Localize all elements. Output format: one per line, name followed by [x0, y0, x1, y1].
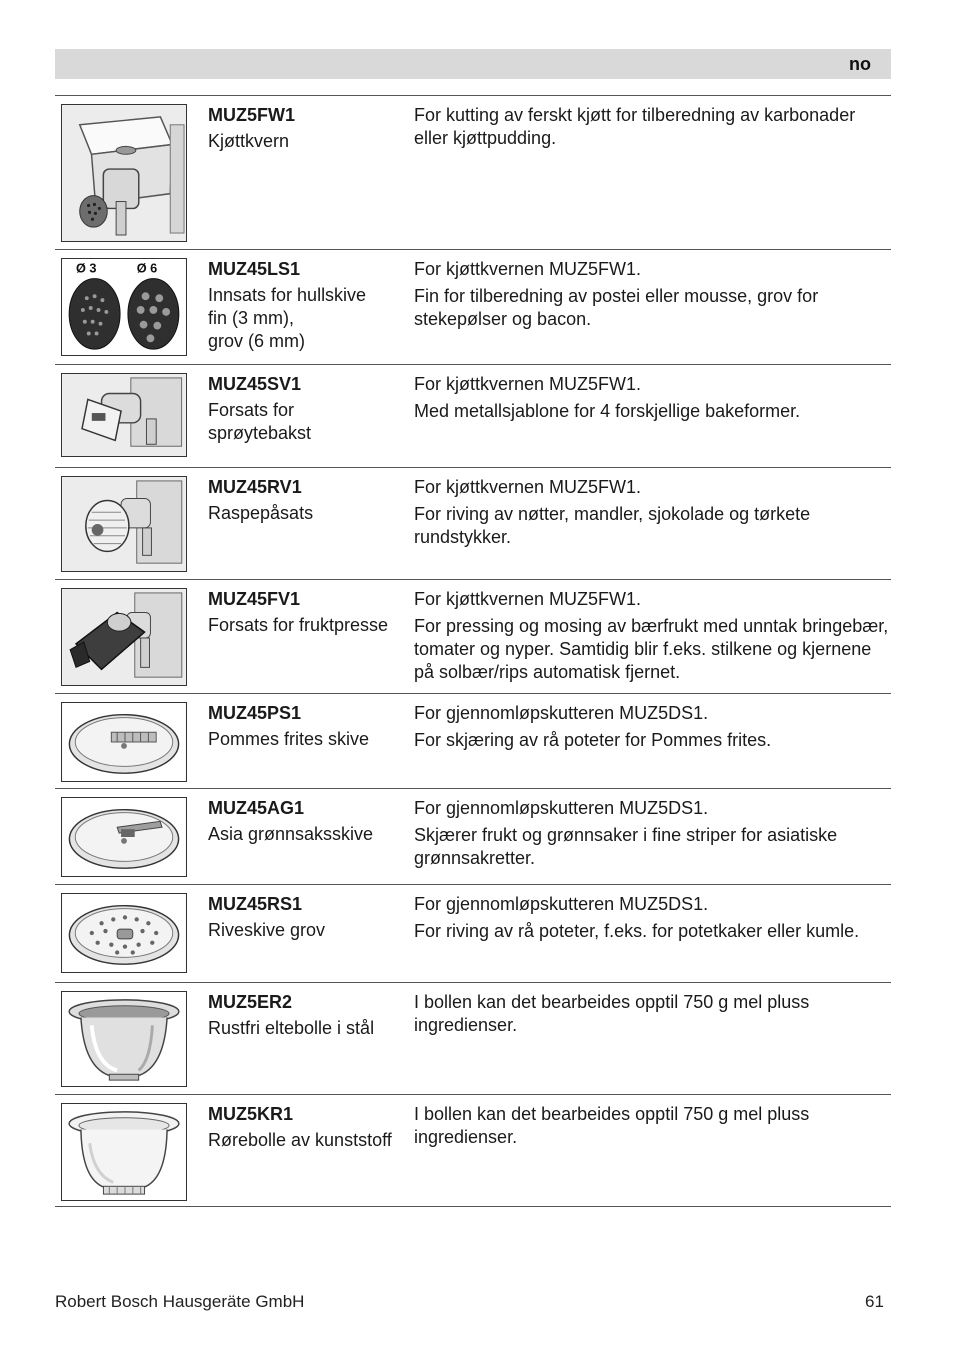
table-row: [55, 580, 891, 694]
product-description: [414, 258, 889, 335]
footer-company: Robert Bosch Hausgeräte GmbH: [55, 1292, 305, 1311]
chip-disc-icon: [61, 702, 187, 782]
product-code: MUZ45RV1: [208, 477, 302, 497]
description-text: For gjennomløpskutteren MUZ5DS1.: [414, 703, 709, 723]
product-code: MUZ45RS1: [208, 894, 303, 914]
product-name: Raspepåsats: [208, 503, 314, 523]
description-text: For riving av rå poteter, f.eks. for potetkaker eller kumle.: [414, 921, 860, 941]
product-description: [414, 588, 889, 688]
description-text: For gjennomløpskutteren MUZ5DS1.: [414, 894, 709, 914]
description-text: For kjøttkvernen MUZ5FW1.: [414, 259, 642, 279]
page-number: 61: [865, 1292, 884, 1311]
table-row: [55, 365, 891, 468]
language-code: no: [849, 54, 871, 74]
product-code: MUZ45PS1: [208, 703, 302, 723]
product-name: Rørebolle av kunststoff: [208, 1130, 392, 1150]
grater-drum-icon: [61, 476, 187, 572]
product-description: [414, 476, 889, 553]
julienne-disc-icon: [61, 797, 187, 877]
disc-label-coarse: Ø 6: [136, 260, 158, 276]
table-row: [55, 885, 891, 983]
product-code: MUZ5KR1: [208, 1104, 294, 1124]
table-row: [55, 789, 891, 885]
description-text: I bollen kan det bearbeides opptil 750 g mel pluss ingredienser.: [414, 992, 810, 1035]
product-name: Pommes frites skive: [208, 729, 370, 749]
header-bar: [55, 49, 891, 79]
accessory-table: [55, 95, 891, 1207]
description-text: For gjennomløpskutteren MUZ5DS1.: [414, 798, 709, 818]
coarse-grater-disc-icon: [61, 893, 187, 973]
description-text: For kutting av ferskt kjøtt for tilberedning av karbonader eller kjøttpudding.: [414, 105, 856, 148]
fruit-press-icon: [61, 588, 187, 686]
biscuit-attachment-icon: [61, 373, 187, 457]
product-description: [414, 373, 889, 427]
plastic-bowl-icon: [61, 1103, 187, 1201]
table-row: [55, 468, 891, 580]
product-description: [414, 893, 889, 947]
product-name: Forsats for sprøytebakst: [208, 400, 312, 443]
description-text: Skjærer frukt og grønnsaker i fine striper for asiatiske grønnsakretter.: [414, 825, 838, 868]
description-text: For kjøttkvernen MUZ5FW1.: [414, 477, 642, 497]
product-name: Riveskive grov: [208, 920, 326, 940]
table-row: [55, 694, 891, 789]
product-name: Rustfri eltebolle i stål: [208, 1018, 375, 1038]
meat-grinder-icon: [61, 104, 187, 242]
product-description: [414, 104, 889, 154]
perforated-discs-icon: [61, 258, 187, 356]
table-row: [55, 96, 891, 250]
table-row: [55, 983, 891, 1095]
description-text: For kjøttkvernen MUZ5FW1.: [414, 374, 642, 394]
product-description: [414, 797, 889, 874]
product-code: MUZ45LS1: [208, 259, 301, 279]
product-code: MUZ5FW1: [208, 105, 295, 125]
disc-label-fine: Ø 3: [76, 260, 97, 276]
steel-bowl-icon: [61, 991, 187, 1087]
product-name: Asia grønnsaksskive: [208, 824, 374, 844]
description-text: For skjæring av rå poteter for Pommes frites.: [414, 730, 772, 750]
product-code: MUZ45FV1: [208, 589, 301, 609]
description-text: For riving av nøtter, mandler, sjokolade og tørkete rundstykker.: [414, 504, 811, 547]
product-name: Innsats for hullskive fin (3 mm), grov (6 mm): [208, 285, 367, 351]
description-text: For pressing og mosing av bærfrukt med unntak bringebær, tomater og nyper. Samtidig blir f.eks. stilkene og kjernene på solbær/rips automatisk fjernet.: [414, 616, 889, 682]
description-text: For kjøttkvernen MUZ5FW1.: [414, 589, 642, 609]
product-name: Kjøttkvern: [208, 131, 290, 151]
product-description: [414, 1103, 889, 1153]
product-code: MUZ45AG1: [208, 798, 305, 818]
product-code: MUZ5ER2: [208, 992, 293, 1012]
product-code: MUZ45SV1: [208, 374, 302, 394]
product-description: [414, 991, 889, 1041]
description-text: I bollen kan det bearbeides opptil 750 g mel pluss ingredienser.: [414, 1104, 810, 1147]
table-row: [55, 1095, 891, 1207]
table-row: [55, 250, 891, 365]
product-name: Forsats for fruktpresse: [208, 615, 389, 635]
description-text: Fin for tilberedning av postei eller mousse, grov for stekepølser og bacon.: [414, 286, 819, 329]
description-text: Med metallsjablone for 4 forskjellige bakeformer.: [414, 401, 801, 421]
product-description: [414, 702, 889, 756]
